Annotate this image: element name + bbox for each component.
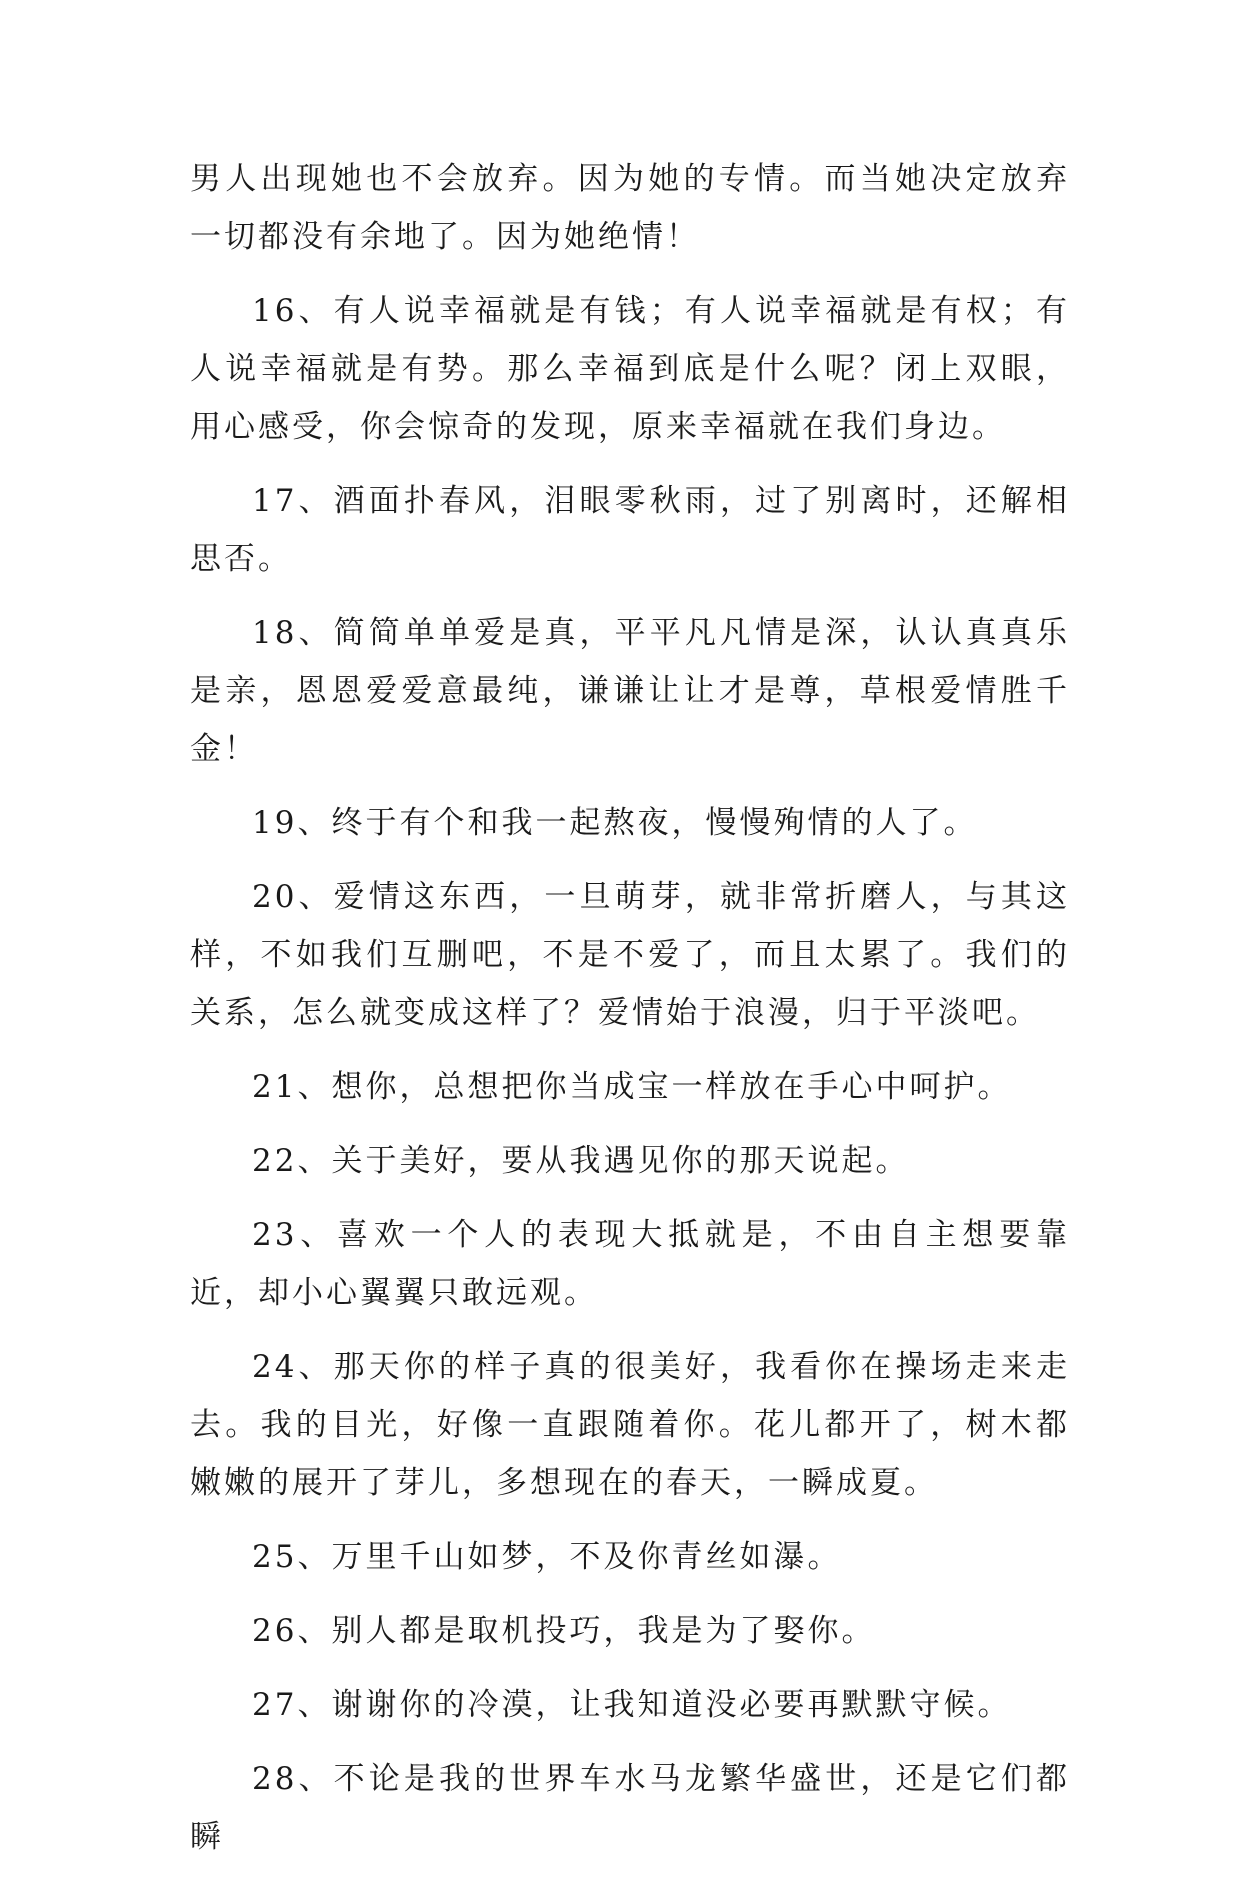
paragraph-23: 23、喜欢一个人的表现大抵就是，不由自主想要靠近，却小心翼翼只敢远观。 <box>190 1217 1070 1311</box>
paragraph-26: 26、别人都是取机投巧，我是为了娶你。 <box>252 1613 876 1649</box>
paragraph-continuation: 男人出现她也不会放弃。因为她的专情。而当她决定放弃一切都没有余地了。因为她绝情！ <box>190 161 1070 255</box>
paragraph-24: 24、那天你的样子真的很美好，我看你在操场走来走去。我的目光，好像一直跟随着你。花儿都开了，树木都嫩嫩的展开了芽儿，多想现在的春天，一瞬成夏。 <box>190 1349 1070 1501</box>
paragraph-27: 27、谢谢你的冷漠，让我知道没必要再默默守候。 <box>252 1687 1012 1723</box>
paragraph-19: 19、终于有个和我一起熬夜，慢慢殉情的人了。 <box>252 805 978 841</box>
paragraph-17: 17、酒面扑春风，泪眼零秋雨，过了别离时，还解相思否。 <box>190 483 1070 577</box>
paragraph-20: 20、爱情这东西，一旦萌芽，就非常折磨人，与其这样，不如我们互删吧，不是不爱了，而且太累了。我们的关系，怎么就变成这样了？爱情始于浪漫，归于平淡吧。 <box>190 879 1070 1031</box>
paragraph-21: 21、想你，总想把你当成宝一样放在手心中呵护。 <box>252 1069 1012 1105</box>
paragraph-25: 25、万里千山如梦，不及你青丝如瀑。 <box>252 1539 842 1575</box>
paragraph-22: 22、关于美好，要从我遇见你的那天说起。 <box>252 1143 910 1179</box>
document-body <box>190 150 1070 1882</box>
paragraph-16: 16、有人说幸福就是有钱；有人说幸福就是有权；有人说幸福就是有势。那么幸福到底是什么呢？闭上双眼，用心感受，你会惊奇的发现，原来幸福就在我们身边。 <box>190 293 1070 445</box>
paragraph-28: 28、不论是我的世界车水马龙繁华盛世，还是它们都瞬 <box>190 1761 1070 1855</box>
paragraph-18: 18、简简单单爱是真，平平凡凡情是深，认认真真乐是亲，恩恩爱爱意最纯，谦谦让让才是尊，草根爱情胜千金！ <box>190 615 1070 767</box>
